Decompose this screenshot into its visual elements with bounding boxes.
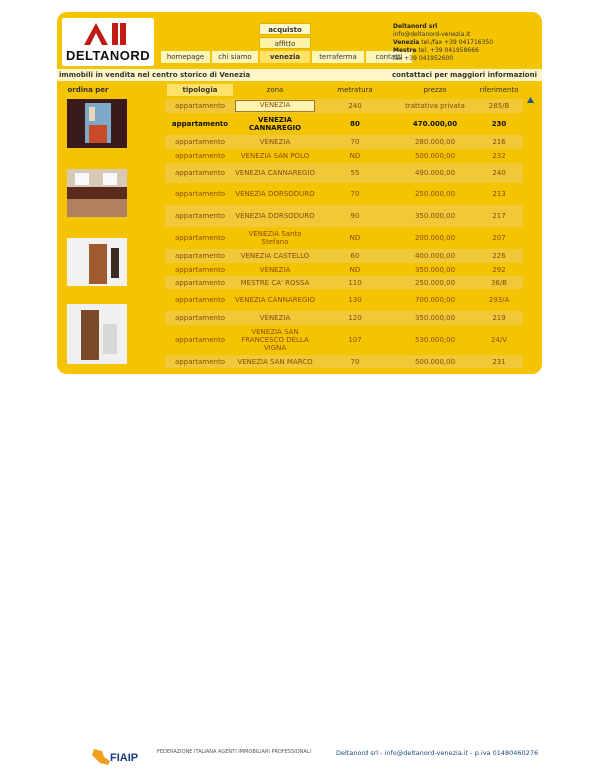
cell-ref: 36/B <box>490 278 508 287</box>
contact-mestre-label: Mestre <box>393 47 417 54</box>
cell-price: 280.000,00 <box>414 138 456 146</box>
cell-size: 240 <box>348 102 362 110</box>
table-row[interactable] <box>165 149 523 163</box>
contact-email[interactable]: info@deltanord-venezia.it <box>393 31 471 38</box>
cell-ref: 240 <box>492 169 506 177</box>
cell-ref: 230 <box>491 120 507 128</box>
cell-zone: VENEZIA SAN FRANCESCO DELLA VIGNA <box>241 328 309 352</box>
cell-type: appartamento <box>175 212 225 220</box>
cell-size: 80 <box>350 120 360 128</box>
cell-type: appartamento <box>175 252 225 260</box>
sort-price[interactable]: prezzo <box>423 86 447 94</box>
photo-room-icon <box>67 169 127 217</box>
contact-venezia-label: Venezia <box>393 39 420 46</box>
cell-type: appartamento <box>175 152 225 160</box>
cell-zone: VENEZIA SAN POLO <box>240 152 310 160</box>
cell-ref: 293/A <box>488 296 510 304</box>
cell-size: 70 <box>350 190 360 198</box>
cell-size: 55 <box>350 169 360 177</box>
cell-type: appartamento <box>175 102 225 110</box>
table-row[interactable] <box>165 135 523 149</box>
table-row[interactable] <box>165 205 523 227</box>
property-photo[interactable] <box>67 304 127 364</box>
photo-window-icon <box>67 99 127 148</box>
cell-price: 700.000,00 <box>414 296 456 304</box>
cell-size: ND <box>349 234 361 242</box>
cell-zone: VENEZIA CANNAREGIO <box>235 296 315 304</box>
cell-type: appartamento <box>175 278 225 287</box>
order-by-label: ordina per <box>67 86 109 94</box>
cell-type: appartamento <box>175 314 225 322</box>
cell-zone: VENEZIA DORSODURO <box>235 190 315 198</box>
cell-zone: VENEZIA CASTELLO <box>240 252 310 260</box>
contact-company: Deltanord srl <box>393 23 438 30</box>
cell-zone: VENEZIA <box>259 138 291 146</box>
contact-link[interactable]: contattaci per maggiori informazioni <box>392 71 537 79</box>
cell-price: 250.000,00 <box>414 190 456 198</box>
sort-zone[interactable]: zona <box>266 86 284 94</box>
sort-type[interactable]: tipologia <box>167 84 233 96</box>
cell-price: 350.000,00 <box>414 314 456 322</box>
cell-size: 70 <box>350 357 360 366</box>
cell-zone: VENEZIA Santo Stefano <box>248 230 302 246</box>
cell-ref: 232 <box>492 152 506 160</box>
cell-ref: 292 <box>492 265 506 274</box>
cell-size: ND <box>349 152 361 160</box>
cell-ref: 207 <box>492 234 506 242</box>
sort-size[interactable]: metratura <box>337 86 373 94</box>
main-frame <box>57 12 542 374</box>
table-row[interactable] <box>165 325 523 355</box>
fiaip-federation-text: FEDERAZIONE ITALIANA AGENTI IMMOBILIARI PROFESSIONALI <box>157 749 312 755</box>
cell-zone: VENEZIA CANNAREGIO <box>248 116 302 132</box>
fiaip-name: FIAIP <box>110 752 139 764</box>
cell-zone: VENEZIA <box>235 100 315 112</box>
cell-price: 500.000,00 <box>414 357 456 366</box>
table-row[interactable] <box>165 99 523 113</box>
cell-type: appartamento <box>175 265 225 274</box>
footer <box>0 372 600 764</box>
footer-company-info: Deltanord srl - info@deltanord-venezia.it - p.iva 01480460276 <box>336 749 539 757</box>
table-row[interactable] <box>165 311 523 325</box>
tab-acquisto[interactable]: acquisto <box>259 23 311 35</box>
cell-ref: 216 <box>492 138 506 146</box>
property-photo[interactable] <box>67 169 127 217</box>
contact-block <box>393 23 538 63</box>
header <box>57 12 542 67</box>
cell-type: appartamento <box>175 296 225 304</box>
cell-price: 250.000,00 <box>414 278 456 287</box>
cell-ref: 219 <box>492 314 506 322</box>
nav-contatti[interactable]: contatti <box>366 51 412 63</box>
cell-zone: VENEZIA SAN MARCO <box>237 357 313 366</box>
info-bar <box>57 69 542 81</box>
cell-zone: VENEZIA <box>259 265 291 274</box>
cell-zone: VENEZIA DORSODURO <box>235 212 315 220</box>
property-photo[interactable] <box>67 99 127 148</box>
cell-ref: 24/V <box>490 336 508 344</box>
nav-chi-siamo[interactable]: chi siamo <box>212 51 258 63</box>
photo-stairs-icon <box>67 238 127 286</box>
fiaip-logo[interactable] <box>88 747 156 769</box>
page-subtitle: immobili in vendita nel centro storico di Venezia <box>59 71 251 79</box>
sort-ref[interactable]: riferimento <box>479 86 519 94</box>
triangle-up-icon <box>527 97 534 103</box>
nav-homepage[interactable]: homepage <box>161 51 210 63</box>
table-row[interactable] <box>165 276 523 289</box>
scroll-up-arrow[interactable] <box>527 97 534 105</box>
nav-terraferma[interactable]: terraferma <box>312 51 364 63</box>
contact-mestre-phone: tel. +39 041958666 <box>418 47 479 54</box>
cell-ref: 226 <box>492 252 506 260</box>
table-row[interactable] <box>165 355 523 368</box>
brand-name: DELTANORD <box>66 48 151 63</box>
cell-price: 350.000,00 <box>414 212 456 220</box>
contact-venezia-phone: tel./fax +39 041716350 <box>421 39 494 46</box>
cell-type: appartamento <box>175 169 225 177</box>
cell-zone: VENEZIA CANNAREGIO <box>235 169 315 177</box>
cell-size: 90 <box>350 212 360 220</box>
cell-price: 400.000,00 <box>414 252 456 260</box>
table-row[interactable] <box>165 183 523 205</box>
cell-ref: 231 <box>492 357 506 366</box>
italy-map-icon <box>88 747 156 767</box>
cell-price: 350.000,00 <box>414 265 456 274</box>
cell-type: appartamento <box>171 120 229 128</box>
table-row[interactable] <box>165 113 523 135</box>
cell-size: 110 <box>348 278 362 287</box>
nav-venezia[interactable]: venezia <box>260 51 310 63</box>
cell-size: ND <box>349 265 361 274</box>
cell-ref: 217 <box>492 212 506 220</box>
cell-ref: 285/B <box>488 102 510 110</box>
table-row[interactable] <box>165 227 523 249</box>
table-row[interactable] <box>165 289 523 311</box>
photo-doorway-icon <box>67 304 127 364</box>
deltanord-logo[interactable] <box>62 18 154 66</box>
cell-price: trattativa privata <box>405 102 465 110</box>
table-row[interactable] <box>165 163 523 183</box>
property-photo[interactable] <box>67 238 127 286</box>
cell-ref: 213 <box>492 190 506 198</box>
cell-type: appartamento <box>175 190 225 198</box>
cell-price: 530.000,00 <box>414 336 456 344</box>
column-header <box>57 84 542 96</box>
logo-mark-icon <box>82 21 132 47</box>
cell-size: 107 <box>348 336 362 344</box>
cell-price: 470.000,00 <box>412 120 458 128</box>
cell-type: appartamento <box>175 336 225 344</box>
tab-affitto[interactable]: affitto <box>259 37 311 49</box>
cell-price: 490.000,00 <box>414 169 456 177</box>
contact-fax: fax +39 041952600 <box>393 55 454 62</box>
cell-size: 70 <box>350 138 360 146</box>
cell-zone: MESTRE CA' ROSSA <box>240 278 310 287</box>
cell-size: 120 <box>348 314 362 322</box>
table-row[interactable] <box>165 249 523 263</box>
cell-price: 500.000,00 <box>414 152 456 160</box>
cell-zone: VENEZIA <box>259 314 291 322</box>
cell-size: 130 <box>348 296 362 304</box>
cell-size: 60 <box>350 252 360 260</box>
cell-price: 200.000,00 <box>414 234 456 242</box>
cell-type: appartamento <box>175 138 225 146</box>
cell-type: appartamento <box>175 234 225 242</box>
cell-type: appartamento <box>175 357 225 366</box>
table-row[interactable] <box>165 263 523 276</box>
